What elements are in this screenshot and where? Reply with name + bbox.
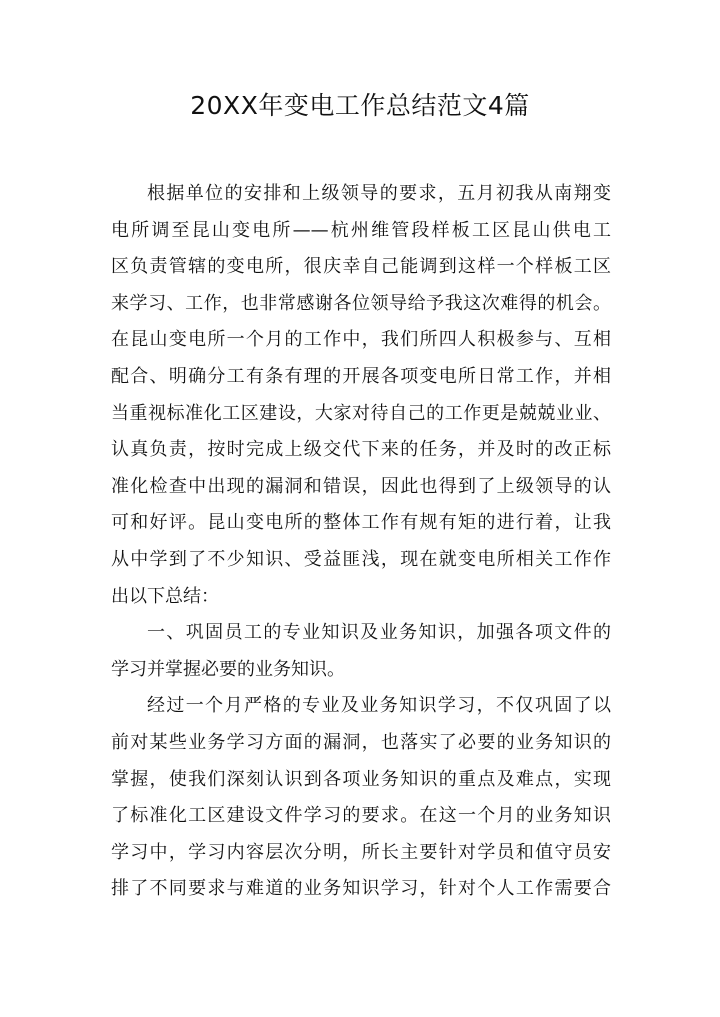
document-title: 20XX年变电工作总结范文4篇 xyxy=(190,91,530,120)
text-line: 电所调至昆山变电所——杭州维管段样板工区昆山供电工 xyxy=(111,219,611,241)
text-line: 来学习、工作，也非常感谢各位领导给予我这次难得的机会。 xyxy=(111,292,611,314)
document-body xyxy=(111,176,611,908)
text-line: 了标准化工区建设文件学习的要求。在这一个月的业务知识 xyxy=(111,805,611,827)
text-line: 出以下总结： xyxy=(111,585,219,607)
text-line: 根据单位的安排和上级领导的要求，五月初我从南翔变 xyxy=(147,183,611,204)
section-heading-line: 一、巩固员工的专业知识及业务知识，加强各项文件的 xyxy=(147,622,611,644)
text-line: 排了不同要求与难道的业务知识学习，针对个人工作需要合 xyxy=(111,878,611,900)
text-line: 配合、明确分工有条有理的开展各项变电所日常工作，并相 xyxy=(111,365,611,387)
text-line: 掌握，使我们深刻认识到各项业务知识的重点及难点，实现 xyxy=(111,768,611,790)
text-line: 经过一个月严格的专业及业务知识学习，不仅巩固了以 xyxy=(147,695,611,717)
text-line: 学习中，学习内容层次分明，所长主要针对学员和值守员安 xyxy=(111,841,611,863)
text-line: 区负责管辖的变电所，很庆幸自己能调到这样一个样板工区 xyxy=(111,256,611,278)
text-line: 可和好评。昆山变电所的整体工作有规有矩的进行着，让我 xyxy=(111,512,611,534)
text-line: 前对某些业务学习方面的漏洞，也落实了必要的业务知识的 xyxy=(111,731,611,753)
text-line: 在昆山变电所一个月的工作中，我们所四人积极参与、互相 xyxy=(111,329,611,351)
text-line: 从中学到了不少知识、受益匪浅，现在就变电所相关工作作 xyxy=(111,548,611,570)
text-line: 当重视标准化工区建设，大家对待自己的工作更是兢兢业业、 xyxy=(111,402,611,424)
section-heading-line: 学习并掌握必要的业务知识。 xyxy=(111,658,345,680)
text-line: 认真负责，按时完成上级交代下来的任务，并及时的改正标 xyxy=(111,439,611,461)
text-line: 准化检查中出现的漏洞和错误，因此也得到了上级领导的认 xyxy=(111,475,611,497)
